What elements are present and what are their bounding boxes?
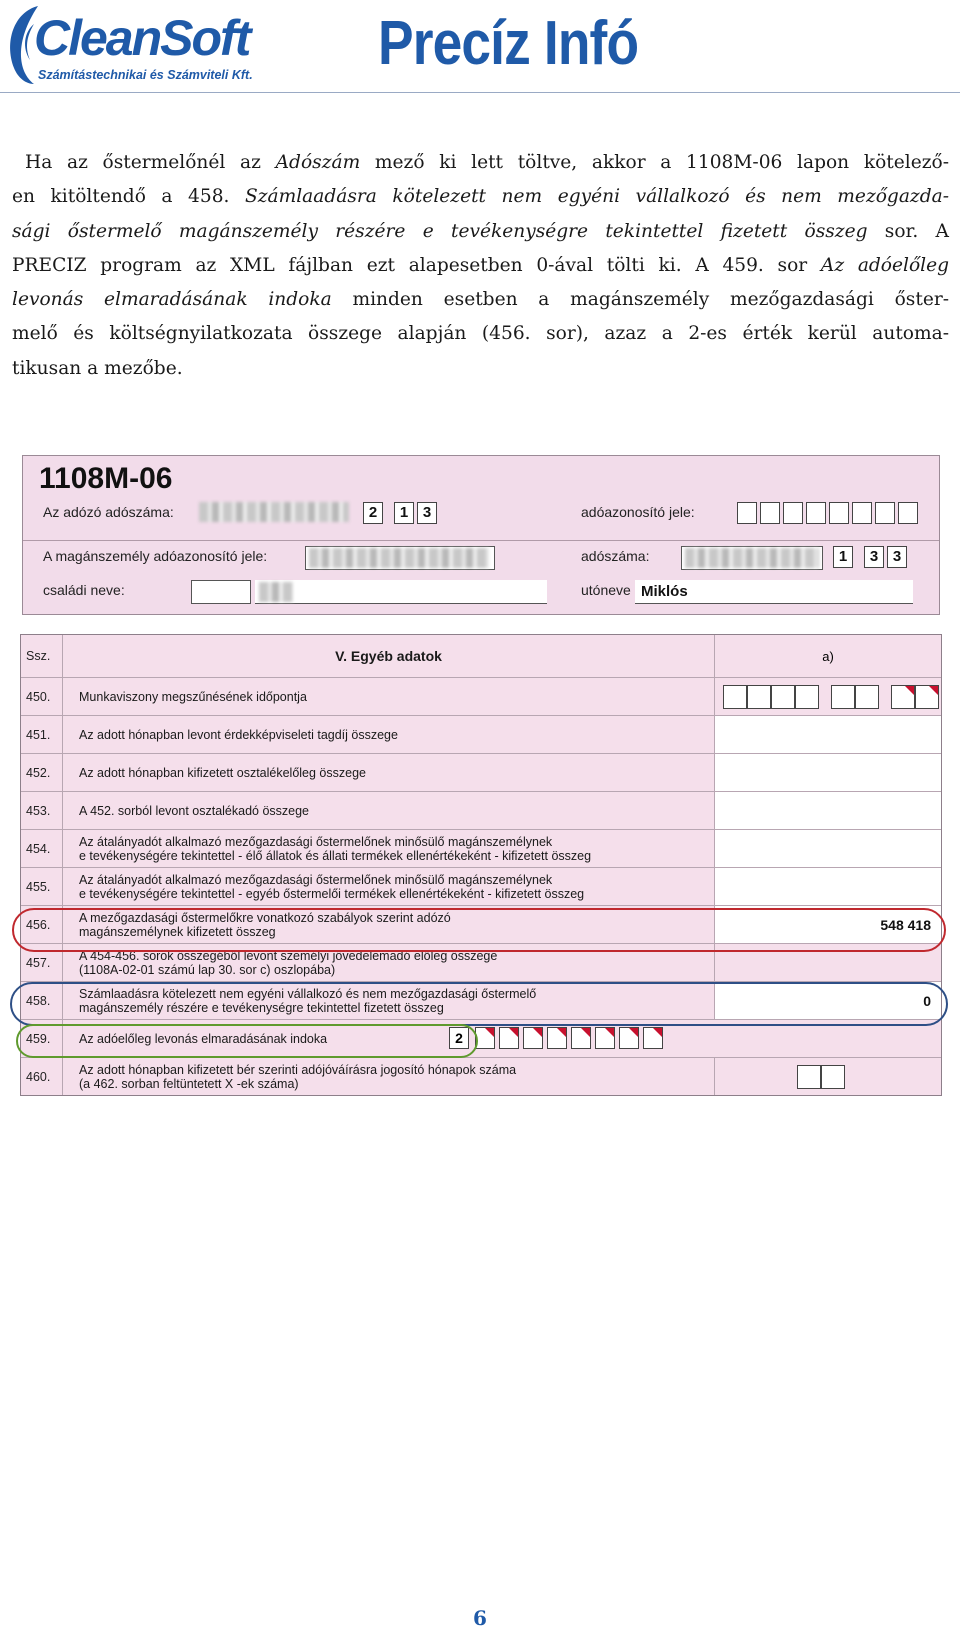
family-name-label: családi neve:	[43, 582, 125, 598]
blurred-family-name	[259, 582, 293, 602]
table-row	[21, 715, 941, 753]
row-number: 450.	[21, 678, 63, 715]
person-taxid-label: A magánszemély adóazonosító jele:	[43, 548, 268, 564]
family-name-prefix-field[interactable]	[191, 580, 251, 604]
value-field[interactable]	[715, 754, 941, 791]
form-title: 1108M-06	[39, 462, 173, 495]
row-description: Az átalányadót alkalmazó mezőgazdasági őstermelőnek minősülő magánszemélynek e tevékenységére tekintettel - egyéb őstermelői termékek ellenértékeként - kifizetett összeg	[63, 868, 715, 905]
row-description: A mezőgazdasági őstermelőkre vonatkozó szabályok szerint adózó magánszemélynek kifizetett összeg	[63, 906, 715, 943]
digit-cell[interactable]: 1	[394, 502, 414, 524]
row-number: 454.	[21, 830, 63, 867]
blurred-taxno	[199, 502, 349, 522]
para-line: melő és költségnyilatkozata összege alapján (456. sor), azaz a 2-es érték kerül automa-	[12, 323, 949, 345]
row-number: 459.	[21, 1020, 63, 1057]
col-ssz-header: Ssz.	[21, 635, 63, 677]
brand-title: Precíz Infó	[378, 9, 639, 78]
table-row	[21, 867, 941, 905]
table-row	[21, 1057, 941, 1095]
family-name-field[interactable]	[255, 580, 547, 604]
digit-cell[interactable]: 2	[363, 502, 383, 524]
row-description: Az átalányadót alkalmazó mezőgazdasági őstermelőnek minősülő magánszemélynek e tevékenységére tekintettel - élő állatok és állati termékek ellenértékeként - kifizetett összeg	[63, 830, 715, 867]
row-description: A 452. sorból levont osztalékadó összege	[63, 792, 715, 829]
page-header	[0, 0, 960, 95]
body-paragraph	[12, 146, 949, 386]
logo-wordmark: CleanSoft	[34, 10, 250, 66]
row-number: 451.	[21, 716, 63, 753]
page-number: 6	[473, 1606, 487, 1630]
date-cells[interactable]	[715, 678, 941, 715]
para-line: PRECIZ program az XML fájlban ezt alapesetben 0-ával tölti ki. A 459. sor Az adóelőleg	[12, 254, 949, 276]
col-a-header: a)	[822, 648, 834, 664]
reason-code-cell[interactable]: 2	[449, 1027, 469, 1049]
taxid-cells[interactable]	[737, 502, 921, 524]
table-row	[21, 753, 941, 791]
row-description: Az adott hónapban levont érdekképviseleti tagdíj összege	[63, 716, 715, 753]
given-name-label: utóneve	[581, 582, 631, 598]
person-taxno-label: adószáma:	[581, 548, 650, 564]
para-line: tikusan a mezőbe.	[12, 357, 183, 379]
form-header-divider	[23, 540, 939, 541]
cleansoft-logo	[4, 2, 272, 86]
row-description: Az adóelőleg levonás elmaradásának indoka	[79, 1031, 328, 1046]
row-number: 458.	[21, 982, 63, 1019]
row-458-amount: 0	[923, 992, 931, 1009]
highlight-row-456	[12, 908, 946, 952]
row-description: Az adott hónapban kifizetett bér szerinti adójóváírásra jogosító hónapok száma (a 462. sorban feltüntetett X -ek száma)	[63, 1058, 715, 1095]
row-number: 460.	[21, 1058, 63, 1095]
row-number: 457.	[21, 944, 63, 981]
para-line: levonás elmaradásának indoka minden esetben a magánszemély mezőgazdasági őster-	[12, 289, 949, 311]
row-number: 455.	[21, 868, 63, 905]
header-divider	[0, 92, 960, 93]
taxid-label: adóazonosító jele:	[581, 504, 695, 520]
row-number: 456.	[21, 906, 63, 943]
blurred-person-taxid	[309, 548, 489, 568]
row-description: Munkaviszony megszűnésének időpontja	[63, 678, 715, 715]
highlight-row-459	[16, 1024, 478, 1058]
col-title-header: V. Egyéb adatok	[63, 635, 715, 677]
form-header-box	[22, 455, 940, 615]
month-count-cells[interactable]	[715, 1058, 941, 1095]
table-row	[21, 829, 941, 867]
row-description: Az adott hónapban kifizetett osztalékelőleg összege	[63, 754, 715, 791]
taxno-suffix-cells	[363, 502, 440, 524]
digit-cell[interactable]: 3	[417, 502, 437, 524]
table-row	[21, 791, 941, 829]
row-number: 453.	[21, 792, 63, 829]
digit-cell[interactable]: 3	[864, 546, 884, 568]
row-456-amount: 548 418	[880, 916, 931, 933]
value-field[interactable]	[715, 868, 941, 905]
digit-cell[interactable]: 1	[833, 546, 853, 568]
blurred-person-taxno	[685, 548, 819, 568]
value-field[interactable]	[715, 830, 941, 867]
para-line: en kitöltendő a 458. Számlaadásra kötelezett nem egyéni vállalkozó és nem mezőgazda-	[12, 186, 949, 208]
person-taxno-suffix-cells	[833, 546, 910, 568]
para-line: sági őstermelő magánszemély részére e tevékenységre tekintettel fizetett összeg sor. A	[12, 220, 949, 242]
row-description: Számlaadásra kötelezett nem egyéni vállalkozó és nem mezőgazdasági őstermelő magánszemély részére e tevékenységre tekintettel fizetett összeg	[63, 982, 715, 1019]
table-header-row	[21, 635, 941, 677]
row-description: A 454-456. sorok összegéből levont személyi jövedelemadó előleg összege (1108A-02-01 számú lap 30. sor c) oszlopába)	[63, 944, 715, 981]
para-line: Ha az őstermelőnél az Adószám mező ki lett töltve, akkor a 1108M-06 lapon kötelező-	[25, 152, 949, 173]
digit-cell[interactable]: 3	[887, 546, 907, 568]
taxno-label: Az adózó adószáma:	[43, 504, 174, 520]
logo-subtitle: Számítástechnikai és Számviteli Kft.	[38, 68, 253, 82]
given-name-value: Miklós	[641, 583, 688, 600]
table-row	[21, 677, 941, 715]
row-number: 452.	[21, 754, 63, 791]
highlight-row-458	[10, 982, 948, 1026]
value-field[interactable]	[715, 792, 941, 829]
value-field[interactable]	[715, 716, 941, 753]
